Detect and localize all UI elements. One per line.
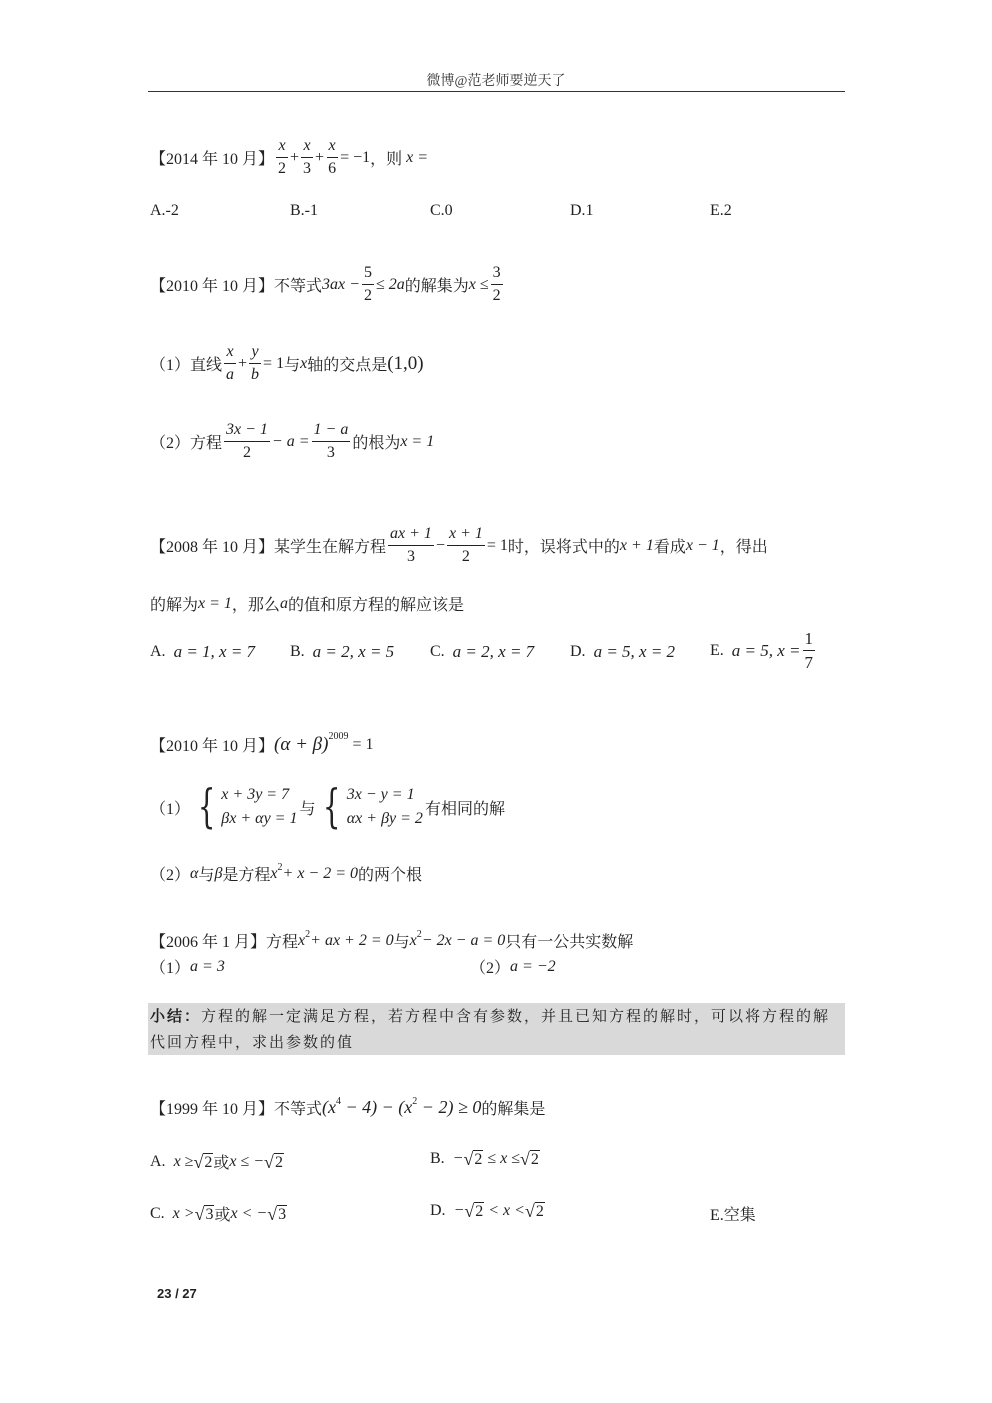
q2-expr-left: 3ax − bbox=[322, 275, 360, 293]
q6-option-a: A. x ≥ √ 2 或 x ≤ − √ 2 bbox=[150, 1151, 283, 1172]
q1-option-e: E.2 bbox=[710, 202, 732, 219]
q2-expr-right: x ≤ bbox=[468, 275, 489, 293]
summary-label: 小结： bbox=[150, 1007, 202, 1025]
q2-c1-frac-2: $\frac{y}{b}$ bbox=[251, 343, 260, 383]
q1-option-b: B.-1 bbox=[290, 202, 318, 219]
q4-tag: 【2010 年 10 月】 bbox=[150, 738, 275, 755]
q4-condition-2: （2） α 与 β 是方程 x $^2$ + x − 2 = 0 的两个根 bbox=[150, 862, 423, 884]
page-number: 23 / 27 bbox=[157, 1286, 197, 1301]
q4-stem: 【2010 年 10 月】 (α + β) $^{2009}$ = 1 bbox=[150, 731, 374, 755]
q2-c1-frac-1: $\frac{x}{a}$ bbox=[226, 343, 235, 383]
q2-frac: $\frac{5}{2}$ bbox=[363, 264, 372, 304]
q6-option-b: B. − √ 2 ≤ x ≤ √ 2 bbox=[430, 1149, 539, 1169]
q5-tag: 【2006 年 1 月】 bbox=[150, 934, 267, 951]
header-divider bbox=[148, 91, 845, 92]
q3-option-c: C. a = 2, x = 7 bbox=[430, 642, 535, 661]
q6-stem: 【1999 年 10 月】 不等式 (x $^4$ − 4) − (x $^2$ − 2) ≥ 0 的解集是 bbox=[150, 1096, 546, 1118]
q1-stem: 【2014 年 10 月】 $\frac{x}{2}$ + $\frac{x}{3}$ + $\frac{x}{6}$ = −1 ，则 x = bbox=[150, 137, 429, 177]
q1-tag: 【2014 年 10 月】 bbox=[150, 151, 275, 168]
q3-option-d: D. a = 5, x = 2 bbox=[570, 642, 676, 661]
q1-ask: x = bbox=[406, 148, 429, 166]
summary-box bbox=[148, 1003, 845, 1055]
q4-system-2: { 3x − y = 1 αx + βy = 2 bbox=[323, 779, 423, 833]
q3-option-b: B. a = 2, x = 5 bbox=[290, 642, 395, 661]
summary-text: 方程的解一定满足方程，若方程中含有参数，并且已知方程的解时，可以将方程的解代回方程中，求出参数的值 bbox=[150, 1007, 831, 1051]
q4-system-1: { x + 3y = 7 βx + αy = 1 bbox=[197, 779, 298, 833]
q1-frac-2: $\frac{x}{3}$ bbox=[303, 137, 312, 177]
q4-condition-1: （1） { x + 3y = 7 βx + αy = 1 与 { 3x − y = 1 αx + βy = 2 有相同的解 bbox=[150, 779, 505, 833]
q3-option-e: E. a = 5, x = $\frac{1}{7}$ bbox=[710, 629, 814, 672]
q1-text: ，则 bbox=[370, 151, 403, 168]
q2-stem bbox=[150, 265, 505, 304]
q6-option-e: E.空集 bbox=[710, 1207, 756, 1224]
q3-frac-1: $\frac{ax + 1}{3}$ bbox=[390, 525, 432, 565]
q1-option-c: C.0 bbox=[430, 202, 453, 219]
q2-frac-2: $\frac{3}{2}$ bbox=[492, 264, 501, 304]
q2-text: 不等式 bbox=[274, 278, 323, 295]
q1-option-a: A.-2 bbox=[150, 202, 179, 219]
page-header: 微博@范老师要逆天了 bbox=[426, 74, 566, 89]
q3-stem-line-1: 【2008 年 10 月】 某学生在解方程 $\frac{ax + 1}{3}$ − $\frac{x + 1}{2}$ = 1 时，误将式中的 x + 1 看成 x − 1 ，得出 bbox=[150, 525, 768, 565]
q2-text-mid: 的解集为 bbox=[404, 278, 469, 295]
q1-frac-1: $\frac{x}{2}$ bbox=[278, 137, 287, 177]
q2-condition-2: （2）方程 $\frac{3x - 1}{2}$ − a = $\frac{1 - a}{3}$ 的根为 x = 1 bbox=[150, 421, 435, 461]
q1-option-d: D.1 bbox=[570, 202, 594, 219]
q6-option-d: D. − √ 2 < x < √ 2 bbox=[430, 1201, 544, 1221]
q2-c1-point: (1,0) bbox=[387, 352, 424, 374]
q1-frac-3: $\frac{x}{6}$ bbox=[328, 137, 337, 177]
q6-option-c: C. x > √ 3 或 x < − √ 3 bbox=[150, 1203, 287, 1224]
q6-tag: 【1999 年 10 月】 bbox=[150, 1101, 275, 1118]
q5-condition-1: （1） a = 3 bbox=[150, 957, 225, 977]
q3-tag: 【2008 年 10 月】 bbox=[150, 539, 275, 556]
q2-tag: 【2010 年 10 月】 bbox=[150, 278, 275, 295]
q3-option-a: A. a = 1, x = 7 bbox=[150, 642, 256, 661]
q1-rhs: = −1 bbox=[340, 148, 371, 166]
q3-stem-line-2: 的解为 x = 1 ，那么 a 的值和原方程的解应该是 bbox=[150, 594, 464, 614]
q5-condition-2: （2） a = −2 bbox=[470, 957, 556, 977]
q2-expr-mid: ≤ 2a bbox=[375, 275, 405, 293]
q2-c2-frac-2: $\frac{1 - a}{3}$ bbox=[313, 421, 349, 461]
q3-frac-2: $\frac{x + 1}{2}$ bbox=[448, 525, 483, 565]
q2-c2-frac-1: $\frac{3x - 1}{2}$ bbox=[226, 421, 268, 461]
q5-stem: 【2006 年 1 月】 方程 x $^2$ + ax + 2 = 0 与 x $^2$ − 2x − a = 0 只有一公共实数解 bbox=[150, 929, 634, 951]
q2-condition-1: （1）直线 $\frac{x}{a}$ + $\frac{y}{b}$ = 1 与 x 轴的交点是 (1,0) bbox=[150, 343, 424, 383]
